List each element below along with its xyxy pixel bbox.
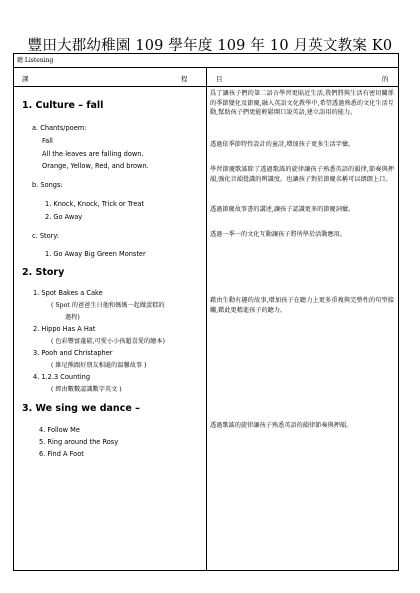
story-book-note: ( Spot 的爸爸生日他和媽媽一起做蛋糕的 bbox=[51, 302, 165, 309]
story-item: 1. Go Away Big Green Monster bbox=[45, 250, 146, 258]
section-story-heading: 2. Story bbox=[22, 267, 65, 278]
song-item: 5. Ring around the Rosy bbox=[39, 438, 119, 446]
story-label: c. Story: bbox=[32, 232, 59, 240]
purpose-paragraph: 學習節慶歌謠除了透過歌謠的旋律讓孩子熟悉英語的韻律,節奏與押韻,強化音韻覺識的辨識度。也讓孩子對於節慶名稱可以朗朗上口。 bbox=[210, 166, 394, 183]
story-book-note: ( 經由數數認識數字英文 ) bbox=[51, 386, 122, 393]
column-header-course-2: 程 bbox=[181, 75, 188, 83]
listening-row: 聽 Listening bbox=[14, 54, 398, 68]
column-header-course-1: 課 bbox=[22, 75, 29, 83]
section-sing-dance-heading: 3. We sing we dance – bbox=[22, 403, 140, 414]
story-book-title: 2. Hippo Has A Hat bbox=[33, 325, 96, 333]
poem-line: Orange, Yellow, Red, and brown. bbox=[42, 162, 149, 170]
purpose-paragraph: 爲了讓孩子們的第二語言學習更貼近生活,我們將與生活有密切關係的季節變化及節慶,融入英語文化教學中,希望透過熟悉的文化生活互動,幫助孩子們更能輕鬆開口說英語,建立語用的能力。 bbox=[210, 90, 394, 117]
song-item: 4. Follow Me bbox=[39, 426, 80, 434]
story-book-title: 3. Pooh and Christapher bbox=[33, 349, 113, 357]
story-book-title: 4. 1.2.3 Counting bbox=[33, 373, 91, 381]
song-item: 1. Knock, Knock, Trick or Treat bbox=[45, 200, 145, 208]
song-item: 6. Find A Foot bbox=[39, 450, 84, 458]
story-book-note: 過程) bbox=[65, 314, 80, 321]
lesson-plan-table bbox=[13, 53, 399, 571]
poem-line: Fall bbox=[42, 137, 53, 145]
purpose-paragraph: 藉由生動有趣的故事,增加孩子在聽力上更多重複與完整性的句型接觸,藉此更精進孩子的聽力。 bbox=[210, 297, 394, 314]
chants-label: a. Chants/poem: bbox=[32, 124, 87, 132]
story-book-note: ( 維尼熊跟好朋友相處的溫馨故事 ) bbox=[51, 362, 147, 369]
purpose-paragraph: 透過依季節特性設計的童詩,增加孩子更多生活字彙。 bbox=[210, 141, 355, 148]
song-item: 2. Go Away bbox=[45, 213, 83, 221]
purpose-paragraph: 透過節慶故事書的講述,讓孩子認識更多的節慶詞彙。 bbox=[210, 206, 355, 213]
story-book-title: 1. Spot Bakes a Cake bbox=[33, 289, 103, 297]
purpose-column bbox=[207, 87, 399, 571]
purpose-paragraph: 透過歌謠的旋律讓孩子熟悉英語的韻律節奏與押韻。 bbox=[210, 422, 353, 429]
songs-label: b. Songs: bbox=[32, 181, 63, 189]
course-column bbox=[14, 87, 206, 571]
purpose-paragraph: 透過一季一的文化互動讓孩子將所學於活動應用。 bbox=[210, 231, 347, 238]
poem-line: All the leaves are falling down. bbox=[42, 150, 144, 158]
column-header-purpose-2: 的 bbox=[382, 75, 389, 83]
column-header-purpose-1: 目 bbox=[216, 75, 223, 83]
page-title: 豐田大郡幼稚園 109 學年度 109 年 10 月英文教案 K0 bbox=[27, 38, 393, 54]
story-book-note: ( 色彩豐富蓬鬆,可愛小小孩超喜愛的繪本) bbox=[51, 338, 165, 345]
section-culture-heading: 1. Culture – fall bbox=[22, 100, 104, 111]
